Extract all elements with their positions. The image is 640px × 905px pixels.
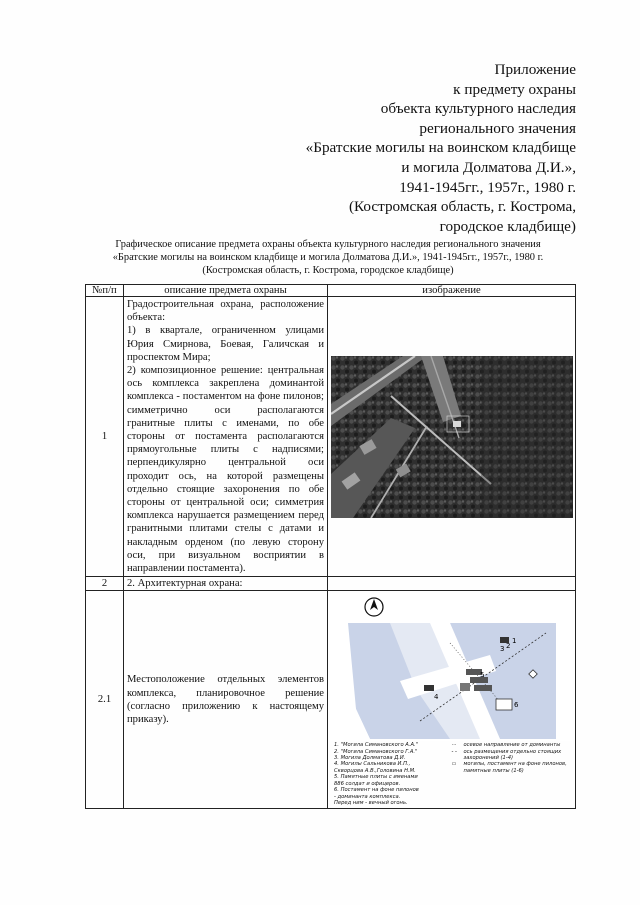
appendix-line: объекта культурного наследия (380, 100, 576, 118)
description-paragraph: Градостроительная охрана, расположение объекта: (127, 299, 324, 324)
legend-symbol: - - (451, 748, 457, 755)
site-plan (330, 593, 572, 741)
appendix-line: регионального значения (419, 119, 576, 137)
row-image-empty (328, 577, 576, 591)
legend-symbol: ▭ (451, 761, 457, 768)
aerial-photo-cell (328, 297, 576, 577)
plan-label: 3 (500, 645, 505, 654)
legend-item: 6. Постамент на фоне пилонов (334, 787, 419, 794)
caption-line: «Братские могилы на воинском кладбище и могила Долматова Д.И.», 1941-1945гг., 1957г., 1980 г. (112, 252, 544, 263)
legend-text: захоронений (1-4) (463, 755, 514, 762)
legend-item: Перед ним - вечный огонь. (334, 799, 408, 806)
legend-text: осевое направление от доминанты (463, 742, 561, 749)
appendix-heading (156, 60, 576, 236)
appendix-line: 1941-1945гг., 1957г., 1980 г. (399, 178, 576, 196)
plan-cell (328, 591, 576, 809)
caption-line: Графическое описание предмета охраны объекта культурного наследия регионального значения (115, 239, 541, 250)
description-paragraph: 2) композиционное решение: центральная ось комплекса закреплена доминантой комплекса - постаментом на фоне пилонов; симметрично оси располагаются гранитные плиты с именами, по обе стороны от постамента располагаются прямоугольные плиты с надписями; перпендикулярно центральной оси проходит ось, на которой размещены отдельно стоящие захоронения по обе стороны от центральной оси; симметрия комплекса нарушается размещением перед гранитными плитами стелы с датами и накладным орденом (по левую сторону оси, при визуальном восприятии в направлении постамента). (127, 365, 324, 575)
aerial-photo (331, 356, 573, 518)
header-image: изображение (328, 285, 576, 297)
plan-label: 5 (480, 671, 485, 680)
plan-label: 4 (434, 693, 439, 702)
row-number: 2.1 (86, 591, 124, 809)
appendix-line: к предмету охраны (453, 80, 576, 98)
legend-symbol-item (452, 768, 572, 774)
protection-table (85, 284, 576, 809)
legend-item: - доминанта комплекса. (334, 793, 401, 800)
legend-item: Скворцова А.В.,Головина Н.М. (334, 767, 416, 774)
header-description: описание предмета охраны (124, 285, 328, 297)
table-row (86, 591, 576, 809)
header-number: №п/п (86, 285, 124, 297)
legend-item: 5. Памятные плиты с именами (334, 774, 418, 781)
row-description: 2. Архитектурная охрана: (124, 577, 328, 591)
plan-legend (330, 741, 573, 806)
document-caption (90, 238, 566, 277)
appendix-line: (Костромская область, г. Кострома, (348, 198, 576, 216)
legend-item: 4. Могилы Сальникова И.П., (334, 761, 411, 768)
legend-symbol: ··· (451, 742, 457, 749)
legend-text: ось размещения отдельно стоящих (463, 748, 562, 755)
legend-text: могилы, постамент на фоне пилонов, (463, 761, 567, 768)
table-row (86, 577, 576, 591)
table-row (86, 297, 576, 577)
plan-label: 1 (512, 637, 517, 646)
row-description: Местоположение отдельных элементов комплекса, планировочное решение (согласно приложению к настоящему приказу). (124, 591, 328, 809)
appendix-line: и могила Долматова Д.И.», (401, 158, 576, 176)
caption-line: (Костромская область, г. Кострома, городское кладбище) (202, 265, 454, 276)
legend-symbols (452, 742, 572, 806)
appendix-line: «Братские могилы на воинском кладбище (305, 139, 576, 157)
legend-item: 2. "Могила Симановского Г.А." (334, 748, 418, 755)
legend-item: 886 солдат и офицеров. (334, 780, 401, 787)
plan-label: 6 (514, 701, 519, 710)
appendix-line: городское кладбище) (439, 217, 576, 235)
legend-text: памятные плиты (1-6) (463, 767, 524, 774)
description-paragraph: 1) в квартале, ограниченном улицами Юрия Смирнова, Боевая, Галичская и проспектом Мира; (127, 325, 324, 363)
row-number: 2 (86, 577, 124, 591)
legend-items (334, 742, 452, 806)
table-header-row (86, 285, 576, 297)
appendix-line: Приложение (494, 61, 576, 78)
plan-label: 2 (506, 642, 511, 651)
row-description (124, 297, 328, 577)
row-number: 1 (86, 297, 124, 577)
legend-item: 1. "Могила Симановского А.А." (334, 742, 419, 749)
legend-item: 3. Могила Долматова Д.И. (334, 755, 406, 762)
